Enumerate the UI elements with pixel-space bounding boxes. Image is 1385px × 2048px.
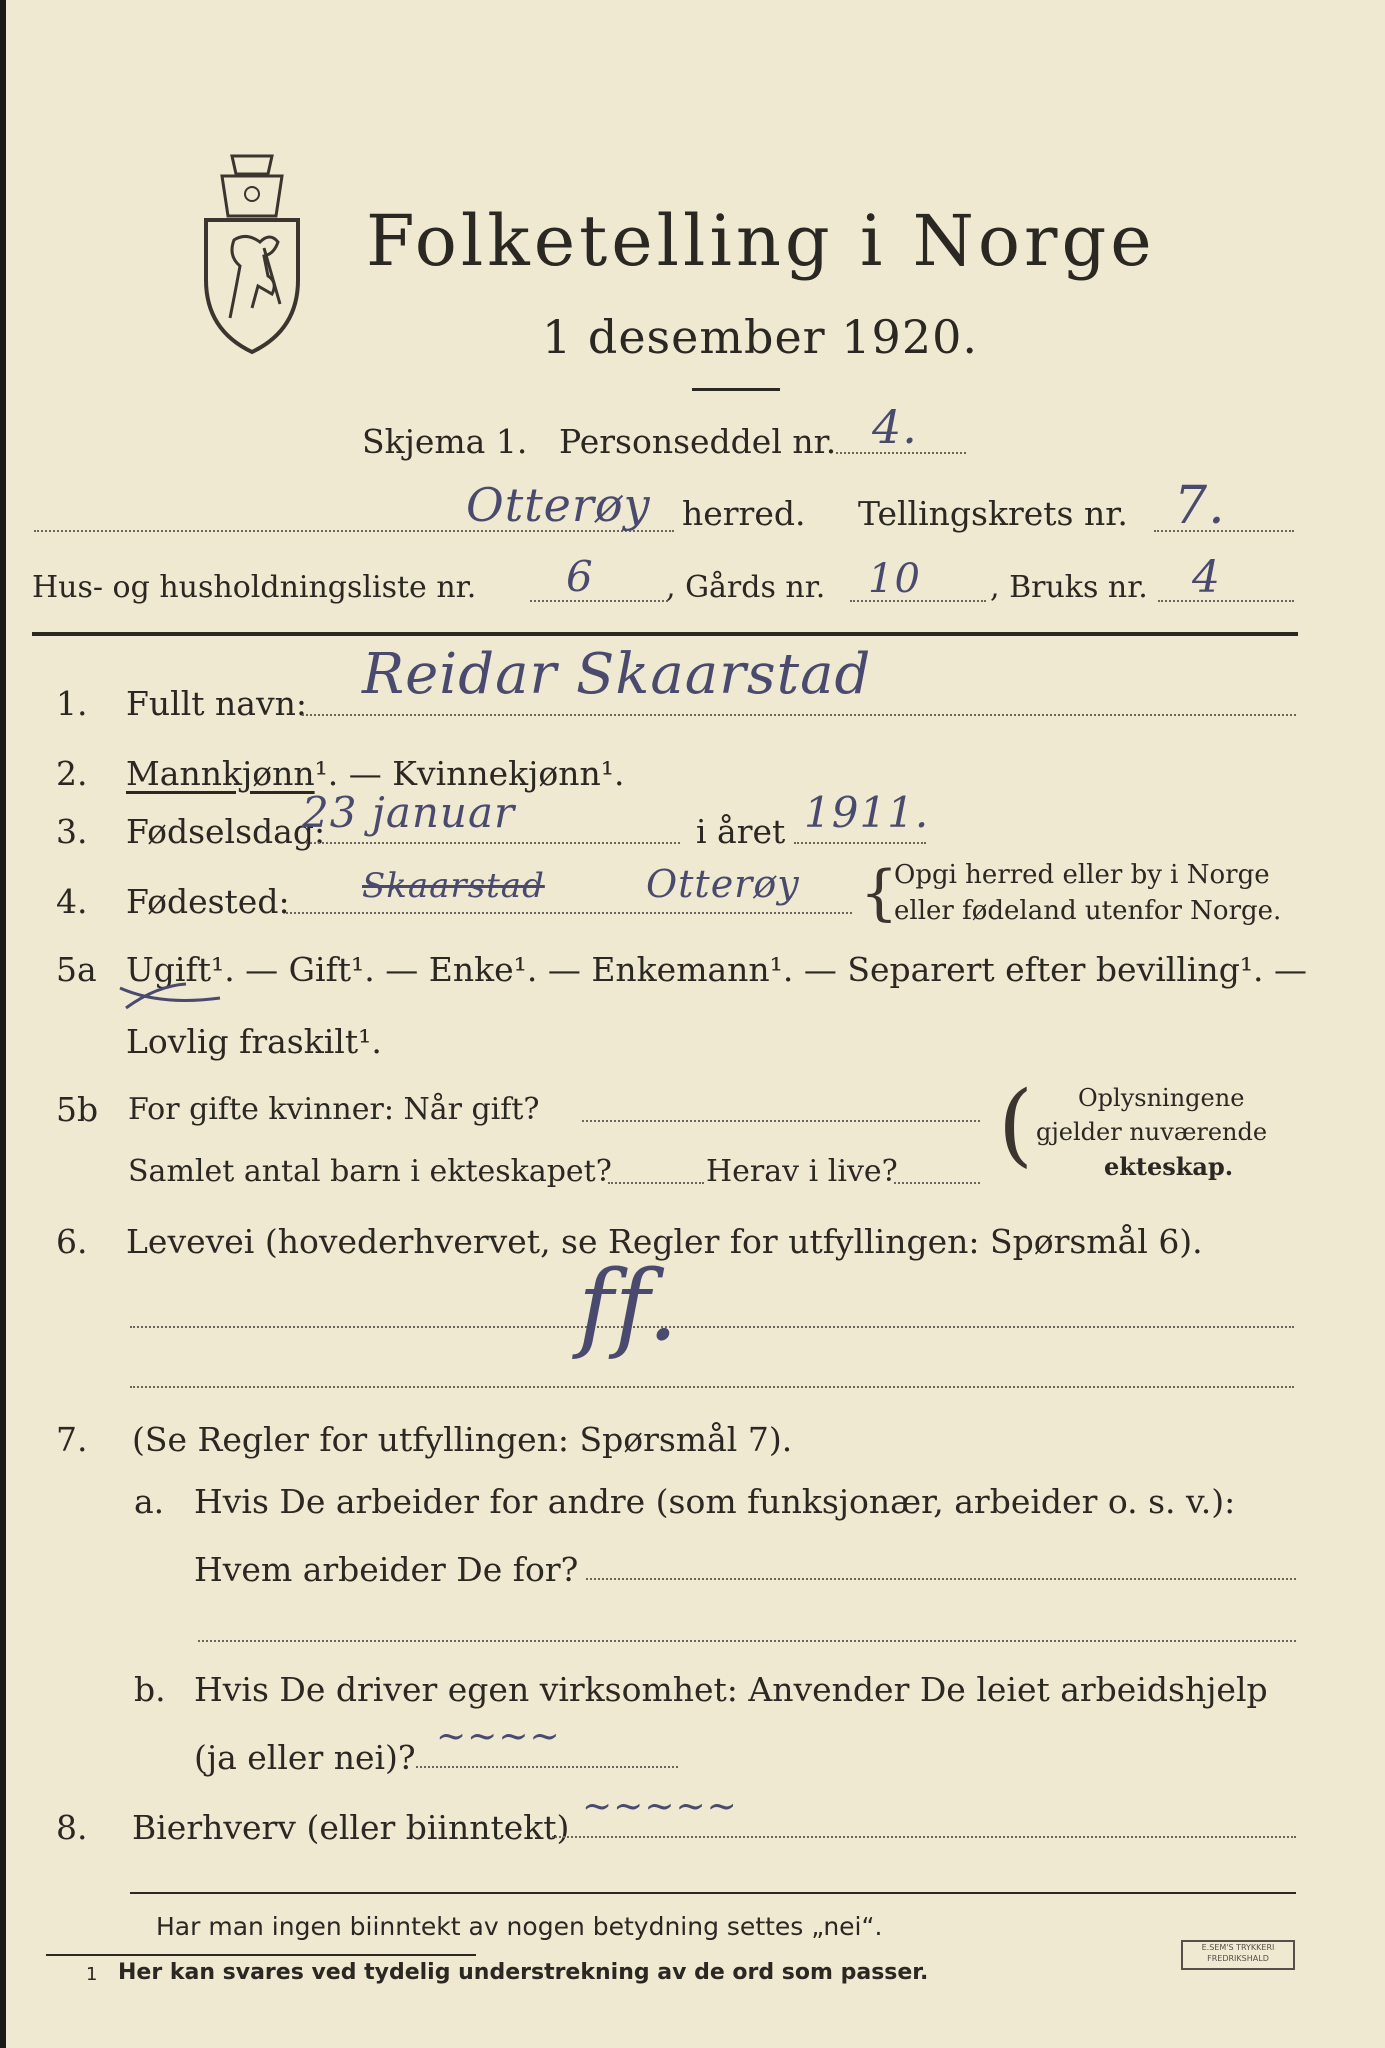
personseddel-label: Personseddel nr. [559, 422, 837, 461]
q3-line [306, 842, 680, 844]
q7b-letter: b. [134, 1670, 166, 1709]
footnote-text: Her kan svares ved tydelig understrekning av de ord som passer. [118, 1960, 929, 1985]
q8-bottom-rule [130, 1892, 1296, 1894]
q5b-number: 5b [56, 1090, 99, 1129]
q5b-note-line3: ekteskap. [1104, 1152, 1234, 1181]
q5b-alive-label: Herav i live? [706, 1154, 898, 1189]
q6-label: Levevei (hovederhvervet, se Regler for utfyllingen: Spørsmål 6). [126, 1222, 1203, 1261]
occupation-value[interactable]: ff. [578, 1250, 680, 1362]
bruks-value[interactable]: 4 [1192, 552, 1221, 603]
q3-year-label: i året [696, 812, 786, 851]
note-nei: Har man ingen biinntekt av nogen betydning settes „nei“. [156, 1912, 883, 1941]
q7b-label: Hvis De driver egen virksomhet: Anvender De leiet arbeidshjelp [194, 1670, 1268, 1709]
gender-male-option[interactable]: Mannkjønn [126, 754, 315, 793]
gards-label: , Gårds nr. [666, 570, 826, 605]
q5b-bracket: ( [998, 1072, 1034, 1177]
tellingskrets-label: Tellingskrets nr. [858, 494, 1128, 533]
secondary-income-value[interactable]: ~~~~~ [582, 1786, 738, 1827]
gender-female-option[interactable]: Kvinnekjønn¹. [392, 754, 625, 793]
q5b-children-label: Samlet antal barn i ekteskapet? [128, 1154, 612, 1189]
q8-number: 8. [56, 1808, 88, 1847]
q4-label: Fødested: [126, 882, 290, 921]
coat-of-arms-icon [192, 148, 312, 356]
hired-help-value[interactable]: ~~~~ [436, 1716, 561, 1757]
q7-label: (Se Regler for utfyllingen: Spørsmål 7). [132, 1420, 793, 1459]
q4-brace: { [860, 858, 899, 928]
birthplace-struck-value: Skaarstad [362, 866, 545, 906]
census-form-page [6, 0, 1385, 2048]
q1-line [302, 714, 1296, 716]
q5b-alive-line [894, 1182, 980, 1184]
q4-number: 4. [56, 882, 88, 921]
q7b-line [416, 1766, 678, 1768]
q3-label: Fødselsdag: [126, 812, 326, 851]
q8-line [552, 1836, 1296, 1838]
bruks-line [1158, 600, 1294, 602]
q6-number: 6. [56, 1222, 88, 1261]
q5b-note-line1: Oplysningene [1078, 1084, 1245, 1112]
husliste-value[interactable]: 6 [566, 552, 594, 601]
q7-number: 7. [56, 1420, 88, 1459]
stamp-line2: FREDRIKSHALD [1207, 1954, 1269, 1963]
q3-year-line [794, 842, 926, 844]
q5b-children-line [608, 1182, 704, 1184]
personseddel-value[interactable]: 4. [872, 400, 918, 454]
q8-label: Bierhverv (eller biinntekt) [132, 1808, 570, 1847]
q4-note-line1: Opgi herred eller by i Norge [894, 860, 1270, 890]
q6-line1 [130, 1326, 1294, 1328]
gender-separator: ¹. — [314, 754, 393, 793]
ugift-mark-icon [116, 982, 226, 1012]
gards-value[interactable]: 10 [868, 556, 921, 602]
q4-note-line2: eller fødeland utenfor Norge. [894, 896, 1282, 926]
q1-label: Fullt navn: [126, 684, 307, 723]
q4-line [286, 912, 852, 914]
husliste-line [530, 600, 668, 602]
q7a-label: Hvis De arbeider for andre (som funksjonær, arbeider o. s. v.): [194, 1482, 1236, 1521]
q2-number: 2. [56, 754, 88, 793]
stamp-line1: E.SEM'S TRYKKERI [1201, 1943, 1275, 1952]
q7b-question-label: (ja eller nei)? [194, 1738, 416, 1777]
q7a-employer-line2 [198, 1640, 1296, 1642]
q7a-employer-line [586, 1578, 1296, 1580]
birth-year-value[interactable]: 1911. [804, 788, 930, 837]
marital-status-options-line2[interactable]: Lovlig fraskilt¹. [126, 1022, 382, 1061]
skjema-label: Skjema 1. [362, 422, 528, 461]
q5a-number: 5a [56, 950, 97, 989]
birthday-value[interactable]: 23 januar [302, 788, 516, 837]
husliste-label: Hus- og husholdningsliste nr. [32, 570, 477, 605]
herred-value[interactable]: Otterøy [466, 478, 651, 532]
q5b-married-line [582, 1120, 980, 1122]
q5b-married-label: For gifte kvinner: Når gift? [128, 1092, 540, 1127]
q7a-letter: a. [134, 1482, 165, 1521]
bruks-label: , Bruks nr. [990, 570, 1148, 605]
form-date: 1 desember 1920. [542, 310, 978, 364]
q1-number: 1. [56, 684, 88, 723]
q5b-note-line2: gjelder nuværende [1036, 1118, 1268, 1146]
tellingskrets-value[interactable]: 7. [1174, 476, 1226, 536]
herred-label: herred. [682, 494, 806, 533]
footnote-mark: 1 [86, 1964, 98, 1985]
full-name-value[interactable]: Reidar Skaarstad [362, 642, 872, 707]
q6-line2 [130, 1386, 1294, 1388]
footnote-rule [46, 1954, 476, 1956]
title-divider [692, 388, 780, 391]
printer-stamp [1181, 1940, 1295, 1970]
header-divider [32, 632, 1298, 636]
q3-number: 3. [56, 812, 88, 851]
q7a-employer-label: Hvem arbeider De for? [194, 1550, 579, 1589]
form-title: Folketelling i Norge [366, 200, 1156, 282]
marital-status-options[interactable]: Ugift¹. — Gift¹. — Enke¹. — Enkemann¹. — Separert efter bevilling¹. — [126, 950, 1308, 989]
birthplace-value[interactable]: Otterøy [646, 862, 800, 906]
